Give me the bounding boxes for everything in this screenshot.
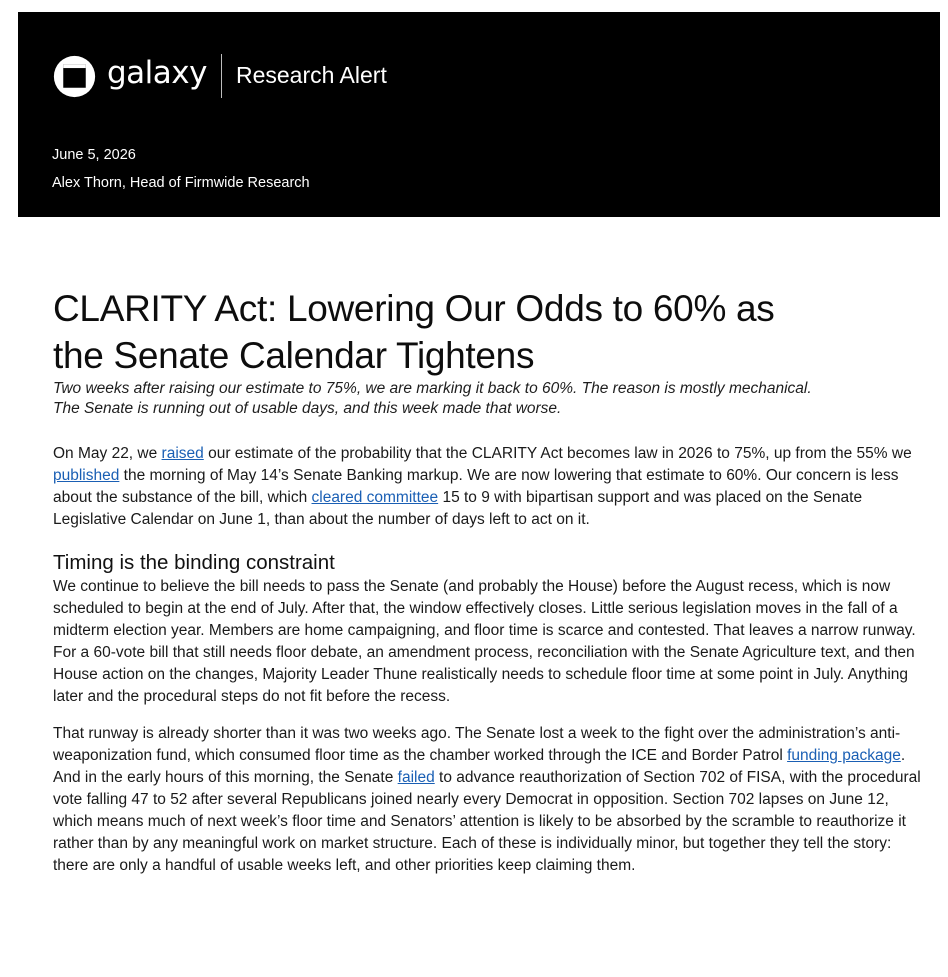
failed-link[interactable]: failed	[397, 769, 435, 786]
article	[53, 285, 923, 877]
article-subtitle	[53, 379, 923, 419]
section-heading: Timing is the binding constraint	[53, 551, 335, 574]
report-author: Alex Thorn, Head of Firmwide Research	[52, 175, 310, 191]
report-header	[18, 12, 940, 217]
subtitle-line-1: Two weeks after raising our estimate to 75%, we are marking it back to 60%. The reason is mostly mechanical.	[53, 380, 812, 397]
paragraph-runway: That runway is already shorter than it was two weeks ago. The Senate lost a week to the fight over the administration’s anti-weaponization fund, which consumed floor time as the chamber worked through the ICE and Border Patrol funding package. And in the early hours of this morning, the Senate failed to advance reauthorization of Section 702 of FISA, with the procedural vote falling 47 to 52 after several Republicans joined nearly every Democrat in opposition. Section 702 lapses on June 12, which means much of next week’s floor time and Senators’ attention is likely to be absorbed by the scramble to reauthorize it rather than by any meaningful work on market structure. Each of these is individually minor, but together they tell the story: there are only a handful of usable weeks left, and other priorities keep claiming them.	[53, 725, 921, 874]
published-link[interactable]: published	[53, 467, 120, 484]
article-title-line-2: the Senate Calendar Tightens	[53, 335, 535, 376]
report-meta	[52, 141, 310, 197]
report-type-label: Research Alert	[235, 61, 387, 88]
report-date: June 5, 2026	[52, 147, 136, 163]
article-title	[53, 285, 923, 379]
brand-lockup	[52, 44, 387, 108]
header-divider	[221, 54, 222, 98]
brand-name: galaxy	[107, 54, 207, 91]
funding-package-link[interactable]: funding package	[787, 747, 901, 764]
subtitle-line-2: The Senate is running out of usable days, and this week made that worse.	[53, 400, 562, 417]
paragraph-timing: We continue to believe the bill needs to pass the Senate (and probably the House) before the August recess, which is now scheduled to begin at the end of July. After that, the window effectively closes. Little serious legislation moves in the fall of a midterm election year. Members are home campaigning, and floor time is scarce and contested. That leaves a narrow runway. For a 60-vote bill that still needs floor debate, an amendment process, reconciliation with the Senate Agriculture text, and then House action on the changes, Majority Leader Thune realistically needs to schedule floor time at some point in July. Anything later and the procedural steps do not fit before the recess.	[53, 578, 916, 705]
raised-link[interactable]: raised	[161, 445, 204, 462]
cleared-committee-link[interactable]: cleared committee	[311, 489, 439, 506]
paragraph-intro: On May 22, we raised our estimate of the probability that the CLARITY Act becomes law in 2026 to 75%, up from the 55% we published the morning of May 14’s Senate Banking markup. We are now lowering that estimate to 60%. Our concern is less about the substance of the bill, which cleared committee 15 to 9 with bipartisan support and was placed on the Senate Legislative Calendar on June 1, than about the number of days left to act on it.	[53, 445, 912, 528]
article-title-line-1: CLARITY Act: Lowering Our Odds to 60% as	[53, 288, 775, 329]
galaxy-logo-icon	[52, 54, 97, 99]
